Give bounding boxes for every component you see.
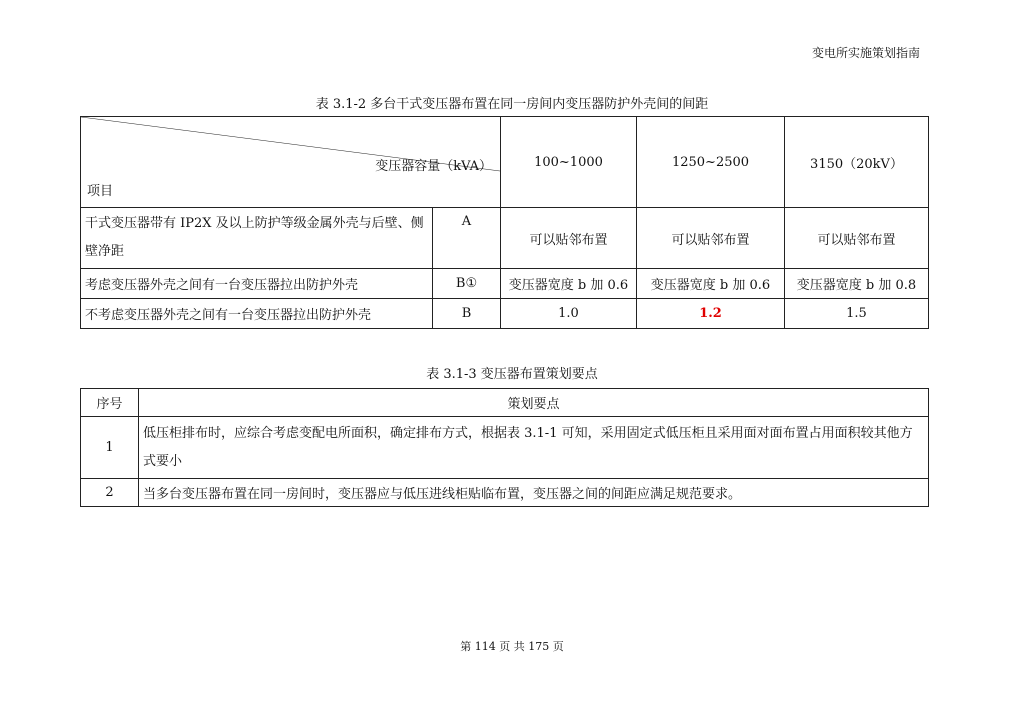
table-row: [81, 479, 929, 507]
table-row: [81, 299, 929, 329]
table1-caption: 表 3.1-2 多台干式变压器布置在同一房间内变压器防护外壳间的间距: [315, 97, 709, 112]
row-value: 变压器宽度 b 加 0.6: [501, 269, 637, 299]
row-item: 不考虑变压器外壳之间有一台变压器拉出防护外壳: [81, 299, 433, 329]
row-value: 可以贴邻布置: [501, 208, 637, 269]
row-number: 1: [81, 417, 139, 479]
row-value-highlighted: 1.2: [637, 299, 785, 329]
table-row: [81, 417, 929, 479]
diagonal-header-cell: [81, 117, 501, 208]
table2-header-row: [81, 389, 929, 417]
page-footer: 第 114 页 共 175 页: [460, 640, 564, 653]
row-value: 1.5: [785, 299, 929, 329]
row-code: B①: [433, 269, 501, 299]
row-value: 变压器宽度 b 加 0.6: [637, 269, 785, 299]
row-text: 当多台变压器布置在同一房间时，变压器应与低压进线柜贴临布置，变压器之间的间距应满足规范要求。: [139, 479, 929, 507]
points-header: 策划要点: [139, 389, 929, 417]
number-header: 序号: [81, 389, 139, 417]
planning-points-table: [80, 388, 929, 507]
row-value: 可以贴邻布置: [637, 208, 785, 269]
row-value: 变压器宽度 b 加 0.8: [785, 269, 929, 299]
running-header: 变电所实施策划指南: [811, 46, 920, 60]
transformer-spacing-table: [80, 116, 929, 329]
row-value: 可以贴邻布置: [785, 208, 929, 269]
row-value: 1.0: [501, 299, 637, 329]
table2-caption: 表 3.1-3 变压器布置策划要点: [426, 367, 598, 382]
capacity-header: 100~1000: [501, 117, 637, 208]
capacity-axis-label: 变压器容量（kVA）: [375, 159, 492, 174]
table-row: [81, 208, 929, 269]
table-row: [81, 269, 929, 299]
row-number: 2: [81, 479, 139, 507]
row-text: 低压柜排布时，应综合考虑变配电所面积，确定排布方式，根据表 3.1-1 可知，采用固定式低压柜且采用面对面布置占用面积较其他方式要小: [139, 417, 929, 479]
row-code: A: [433, 208, 501, 269]
row-item: 考虑变压器外壳之间有一台变压器拉出防护外壳: [81, 269, 433, 299]
item-axis-label: 项目: [87, 184, 114, 199]
table1-header-row: [81, 117, 929, 208]
row-code: B: [433, 299, 501, 329]
capacity-header: 3150（20kV）: [785, 117, 929, 208]
capacity-header: 1250~2500: [637, 117, 785, 208]
row-item: 干式变压器带有 IP2X 及以上防护等级金属外壳与后壁、侧壁净距: [81, 208, 433, 269]
